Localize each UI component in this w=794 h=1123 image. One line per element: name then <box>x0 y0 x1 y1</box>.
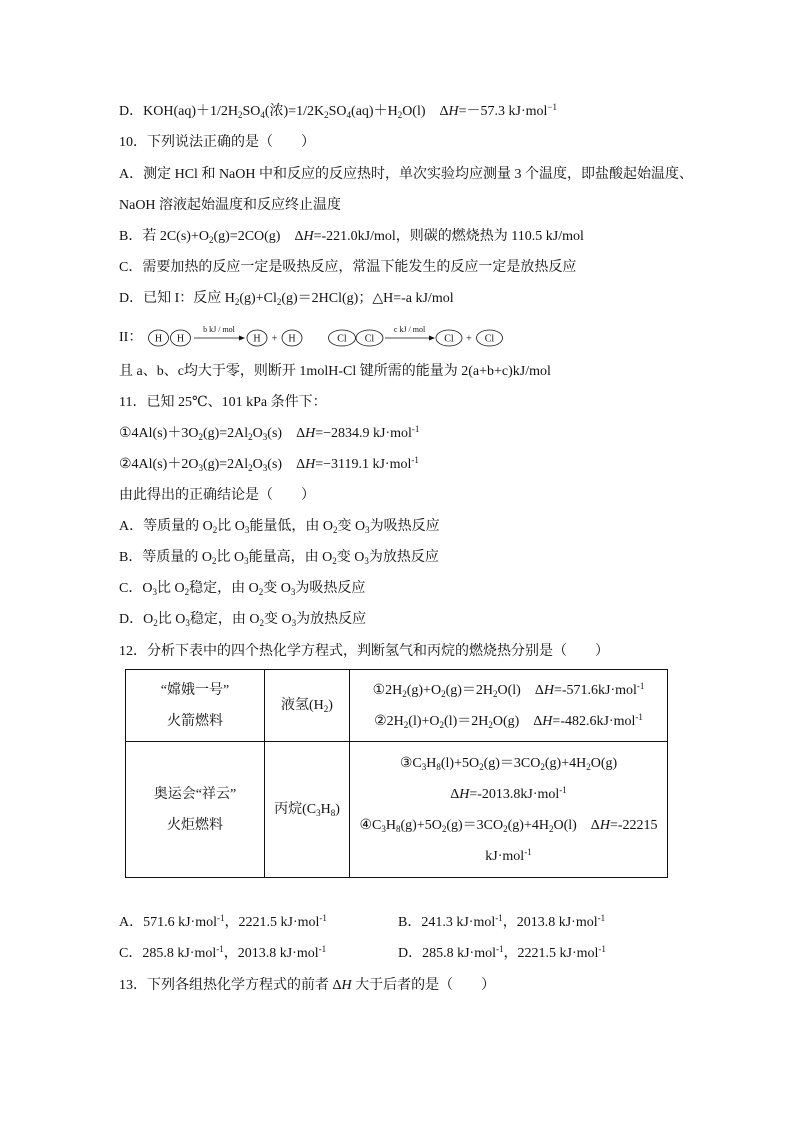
q12-stem: 12．分析下表中的四个热化学方程式，判断氢气和丙烷的燃烧热分别是（ ） <box>119 644 609 659</box>
bond-breaking-diagram <box>140 320 510 352</box>
superscript: -1 <box>636 680 645 691</box>
italic-symbol: H <box>459 786 470 802</box>
plus-sign: + <box>466 333 472 345</box>
text-run: SO <box>328 104 347 119</box>
subscript: 3 <box>421 761 427 772</box>
table-row-propane <box>126 742 668 878</box>
subscript: 2 <box>540 761 545 772</box>
superscript: -1 <box>411 455 419 465</box>
text-run: kJ·mol <box>485 848 525 864</box>
text-run: D．285.8 kJ·mol <box>398 946 496 961</box>
text-run: C．285.8 kJ·mol <box>119 946 217 961</box>
text-run: 为放热反应 <box>296 612 367 627</box>
subscript: 3 <box>262 432 268 442</box>
subscript: 2 <box>403 719 409 730</box>
equation-3-line2 <box>350 779 667 810</box>
text-run: 稳定，由 O <box>189 581 259 596</box>
superscript: -1 <box>495 913 503 923</box>
superscript: -1 <box>496 944 504 954</box>
equation-2 <box>350 706 667 737</box>
superscript: -1 <box>635 711 643 722</box>
text-run: C．O <box>119 581 153 596</box>
q13-stem <box>119 976 495 996</box>
text-run: (g)＝3CO <box>446 817 504 833</box>
text-run: O(l) Δ <box>497 682 544 698</box>
text-run: =-22215 <box>609 817 658 833</box>
text-run: H <box>385 817 397 833</box>
text-run: (g)＝3CO <box>483 755 541 771</box>
text-run: ③C <box>399 755 422 771</box>
q11-option-c <box>119 579 365 599</box>
text-run: (g)+5O <box>400 817 442 833</box>
subscript: 2 <box>248 432 253 442</box>
text-run: 为放热反应 <box>368 550 439 565</box>
superscript: -1 <box>597 913 606 923</box>
text-run: (g)+Cl <box>239 291 277 306</box>
italic-symbol: H <box>305 457 316 472</box>
text-run: 稳定，由 O <box>189 612 260 627</box>
subscript: 2 <box>324 110 329 120</box>
subscript: 2 <box>259 618 264 628</box>
italic-symbol: H <box>543 682 554 698</box>
text-run: 变 O <box>336 550 365 565</box>
q9-option-d <box>119 102 557 122</box>
subscript: 3 <box>365 525 370 535</box>
text-run: 液氢(H <box>281 698 324 713</box>
text-run: O <box>252 457 263 472</box>
text-run: D．KOH(aq)＋1/2H <box>119 104 238 119</box>
subscript: 2 <box>441 688 446 699</box>
subscript: 2 <box>211 556 217 566</box>
text-run: B．等质量的 O <box>119 550 212 565</box>
cl-atoms-product <box>436 330 503 346</box>
cl-bond-energy-label: c kJ / mol <box>393 325 426 334</box>
text-run: ④C <box>359 817 382 833</box>
text-run: O <box>252 426 263 441</box>
text-run: ①2H <box>372 682 403 698</box>
q10-option-c: C．需要加热的反应一定是吸热反应，常温下能发生的反应一定是放热反应 <box>119 260 577 275</box>
text-run: (g)+4H <box>507 817 549 833</box>
subscript: 3 <box>381 823 386 834</box>
text-run: ②4Al(s)＋2O <box>119 457 199 472</box>
q11-prompt: 由此得出的正确结论是（ ） <box>119 488 315 503</box>
text-run: 能量高，由 O <box>248 550 333 565</box>
superscript: -1 <box>559 784 567 795</box>
text-run: O(l) Δ <box>402 104 449 119</box>
subscript: 2 <box>332 556 337 566</box>
text-run: 能量低，由 O <box>249 519 333 534</box>
text-run: ) <box>328 698 333 713</box>
cell-fuel <box>265 670 350 742</box>
text-run: =－57.3 kJ·mol <box>458 104 548 119</box>
cell-equations <box>350 670 668 742</box>
subscript: 3 <box>316 808 321 818</box>
q11-equation-2 <box>119 455 419 475</box>
text-run: 变 O <box>263 612 292 627</box>
subscript: 2 <box>323 704 329 714</box>
text-run: 比 O <box>156 581 185 596</box>
text-run: O(g) <box>590 755 618 771</box>
text-run: (s) Δ <box>267 426 306 441</box>
text-run: H <box>320 802 331 817</box>
text-run: (g)＝2H <box>445 682 494 698</box>
text-run: D．已知 I：反应 H <box>119 291 235 306</box>
h-atom-label: H <box>154 333 163 345</box>
text-run: (l)+O <box>408 713 440 729</box>
q11-stem: 11．已知 25℃、101 kPa 条件下： <box>119 395 327 410</box>
q10-option-d-line3: 且 a、b、c均大于零，则断开 1molH-Cl 键所需的能量为 2(a+b+c)kJ/mol <box>119 364 551 379</box>
subscript: 2 <box>397 110 403 120</box>
equation-4-line1 <box>350 810 667 841</box>
q11-option-b <box>119 548 439 568</box>
text-run: =−2834.9 kJ·mol <box>315 426 412 441</box>
h-atom-label: H <box>253 333 261 345</box>
subscript: 2 <box>208 235 214 245</box>
q12-option-b <box>398 913 605 933</box>
q12-option-d <box>398 944 606 964</box>
subscript: 2 <box>258 587 264 597</box>
fuel-name <box>265 690 349 721</box>
text-run: (g)+O <box>406 682 442 698</box>
text-run: (g)=2Al <box>202 426 249 441</box>
h2-molecule <box>149 330 191 346</box>
text-run: 变 O <box>337 519 366 534</box>
text-run: A．等质量的 O <box>119 519 213 534</box>
text-run: (aq)＋H <box>351 104 398 119</box>
subscript: 2 <box>586 761 591 772</box>
q12-option-c <box>119 944 326 964</box>
subscript: 2 <box>402 688 407 699</box>
text-run: B．241.3 kJ·mol <box>398 915 496 930</box>
subscript: 3 <box>198 463 203 473</box>
text-run: (l)＝2H <box>444 713 489 729</box>
text-run: ②2H <box>374 713 404 729</box>
subscript: 2 <box>493 688 498 699</box>
text-run: (g)+4H <box>544 755 587 771</box>
text-run: (g)=2Al <box>202 457 249 472</box>
text-run: =-221.0kJ/mol，则碳的燃烧热为 110.5 kJ/mol <box>313 229 584 244</box>
text-run: O(g) Δ <box>492 713 543 729</box>
use-line: 火炬燃料 <box>167 817 223 833</box>
subscript: 2 <box>212 525 218 535</box>
text-run: 比 O <box>217 519 245 534</box>
subscript: 2 <box>234 297 240 307</box>
subscript: 8 <box>330 808 336 818</box>
cl-atom-label: Cl <box>444 333 454 345</box>
text-run: ，2013.8 kJ·mol <box>223 946 319 961</box>
superscript: -1 <box>319 913 327 923</box>
text-run: 为吸热反应 <box>295 581 366 596</box>
plus-sign: + <box>271 333 278 345</box>
subscript: 3 <box>244 556 249 566</box>
text-run: 大于后者的是（ ） <box>351 978 496 993</box>
subscript: 2 <box>184 587 190 597</box>
text-run: (浓)=1/2K <box>264 104 325 119</box>
superscript: −1 <box>547 102 558 112</box>
h-atoms-product <box>247 330 302 346</box>
text-run: ①4Al(s)＋3O <box>119 426 199 441</box>
subscript: 2 <box>248 463 253 473</box>
subscript: 2 <box>548 823 554 834</box>
subscript: 8 <box>436 761 441 772</box>
italic-symbol: H <box>303 229 314 244</box>
fuel-name <box>265 794 349 825</box>
cell-use <box>126 742 265 878</box>
use-line: 火箭燃料 <box>167 713 223 729</box>
h-atom-label: H <box>176 333 185 345</box>
text-run: 比 O <box>216 550 245 565</box>
q10-option-a-line2: NaOH 溶液起始温度和反应终止温度 <box>119 198 342 213</box>
q11-option-a <box>119 517 440 537</box>
text-run: =−3119.1 kJ·mol <box>315 457 412 472</box>
italic-symbol: H <box>542 713 553 729</box>
text-run: =-571.6kJ·mol <box>553 682 637 698</box>
text-run: ) <box>335 802 340 817</box>
subscript: 2 <box>276 297 282 307</box>
subscript: 3 <box>152 587 157 597</box>
equation-3-line1 <box>350 748 667 779</box>
cl-atom-label: Cl <box>337 333 347 345</box>
q10-option-d-label-ii: II： <box>119 330 143 345</box>
q10-option-a-line1: A．测定 HCl 和 NaOH 中和反应的反应热时，单次实验均应测量 3 个温度，即盐酸起始温度、 <box>119 167 693 182</box>
superscript: -1 <box>598 944 606 954</box>
superscript: -1 <box>217 913 225 923</box>
italic-symbol: H <box>599 817 610 833</box>
text-run: 比 O <box>157 612 186 627</box>
text-run: B．若 2C(s)+O <box>119 229 209 244</box>
italic-symbol: H <box>448 104 459 119</box>
subscript: 2 <box>198 432 203 442</box>
text-run: SO <box>242 104 261 119</box>
table-row-hydrogen <box>126 670 668 742</box>
subscript: 2 <box>439 719 445 730</box>
q10-stem: 10．下列说法正确的是（ ） <box>119 135 315 150</box>
text-run: A．571.6 kJ·mol <box>119 915 217 930</box>
thermochemistry-table <box>125 669 668 878</box>
cell-use <box>126 670 265 742</box>
subscript: 2 <box>237 110 243 120</box>
cl-atom-label: Cl <box>364 333 375 345</box>
equation-1 <box>350 675 667 706</box>
subscript: 3 <box>364 556 369 566</box>
text-run: O(l) Δ <box>553 817 600 833</box>
italic-symbol: H <box>305 426 316 441</box>
subscript: 2 <box>332 525 338 535</box>
subscript: 8 <box>396 823 401 834</box>
use-line: “嫦娥一号” <box>160 682 230 698</box>
q11-equation-1 <box>119 424 419 444</box>
subscript: 3 <box>262 463 268 473</box>
h-bond-energy-label: b kJ / mol <box>203 325 235 334</box>
cell-fuel <box>265 742 350 878</box>
text-run: ，2221.5 kJ·mol <box>503 946 599 961</box>
subscript: 2 <box>503 823 508 834</box>
q10-option-b <box>119 227 584 247</box>
equation-4-line2 <box>350 841 667 872</box>
text-run: 丙烷(C <box>274 802 317 817</box>
subscript: 4 <box>260 110 265 120</box>
subscript: 3 <box>290 587 296 597</box>
subscript: 2 <box>479 761 484 772</box>
text-run: ，2221.5 kJ·mol <box>224 915 320 930</box>
cl2-molecule <box>329 330 384 346</box>
text-run: Δ <box>450 786 460 802</box>
h-atom-label: H <box>288 333 296 345</box>
text-run: (s) Δ <box>267 457 306 472</box>
text-run: 变 O <box>263 581 291 596</box>
text-run: =-2013.8kJ·mol <box>469 786 560 802</box>
text-run: D．O <box>119 612 154 627</box>
subscript: 2 <box>153 618 158 628</box>
q12-option-a <box>119 913 327 933</box>
text-run: (g)=2CO(g) Δ <box>213 229 304 244</box>
use-line: 奥运会“祥云” <box>153 786 237 802</box>
text-run: (g)＝2HCl(g)；△H=-a kJ/mol <box>281 291 454 306</box>
text-run: (l)+5O <box>440 755 480 771</box>
subscript: 3 <box>185 618 190 628</box>
q10-option-d-line1 <box>119 289 454 309</box>
subscript: 2 <box>441 823 447 834</box>
text-run: H <box>426 755 437 771</box>
superscript: -1 <box>318 944 327 954</box>
text-run: 13．下列各组热化学方程式的前者 Δ <box>119 978 342 993</box>
cell-equations <box>350 742 668 878</box>
cl-atom-label: Cl <box>484 333 495 345</box>
superscript: -1 <box>411 424 420 434</box>
text-run: 为吸热反应 <box>369 519 440 534</box>
italic-symbol: H <box>341 978 352 993</box>
subscript: 4 <box>346 110 352 120</box>
text-run: ，2013.8 kJ·mol <box>502 915 598 930</box>
q11-option-d <box>119 610 366 630</box>
subscript: 3 <box>291 618 297 628</box>
superscript: -1 <box>216 944 224 954</box>
text-run: =-482.6kJ·mol <box>552 713 636 729</box>
superscript: -1 <box>524 846 532 857</box>
subscript: 3 <box>244 525 250 535</box>
subscript: 2 <box>488 719 493 730</box>
